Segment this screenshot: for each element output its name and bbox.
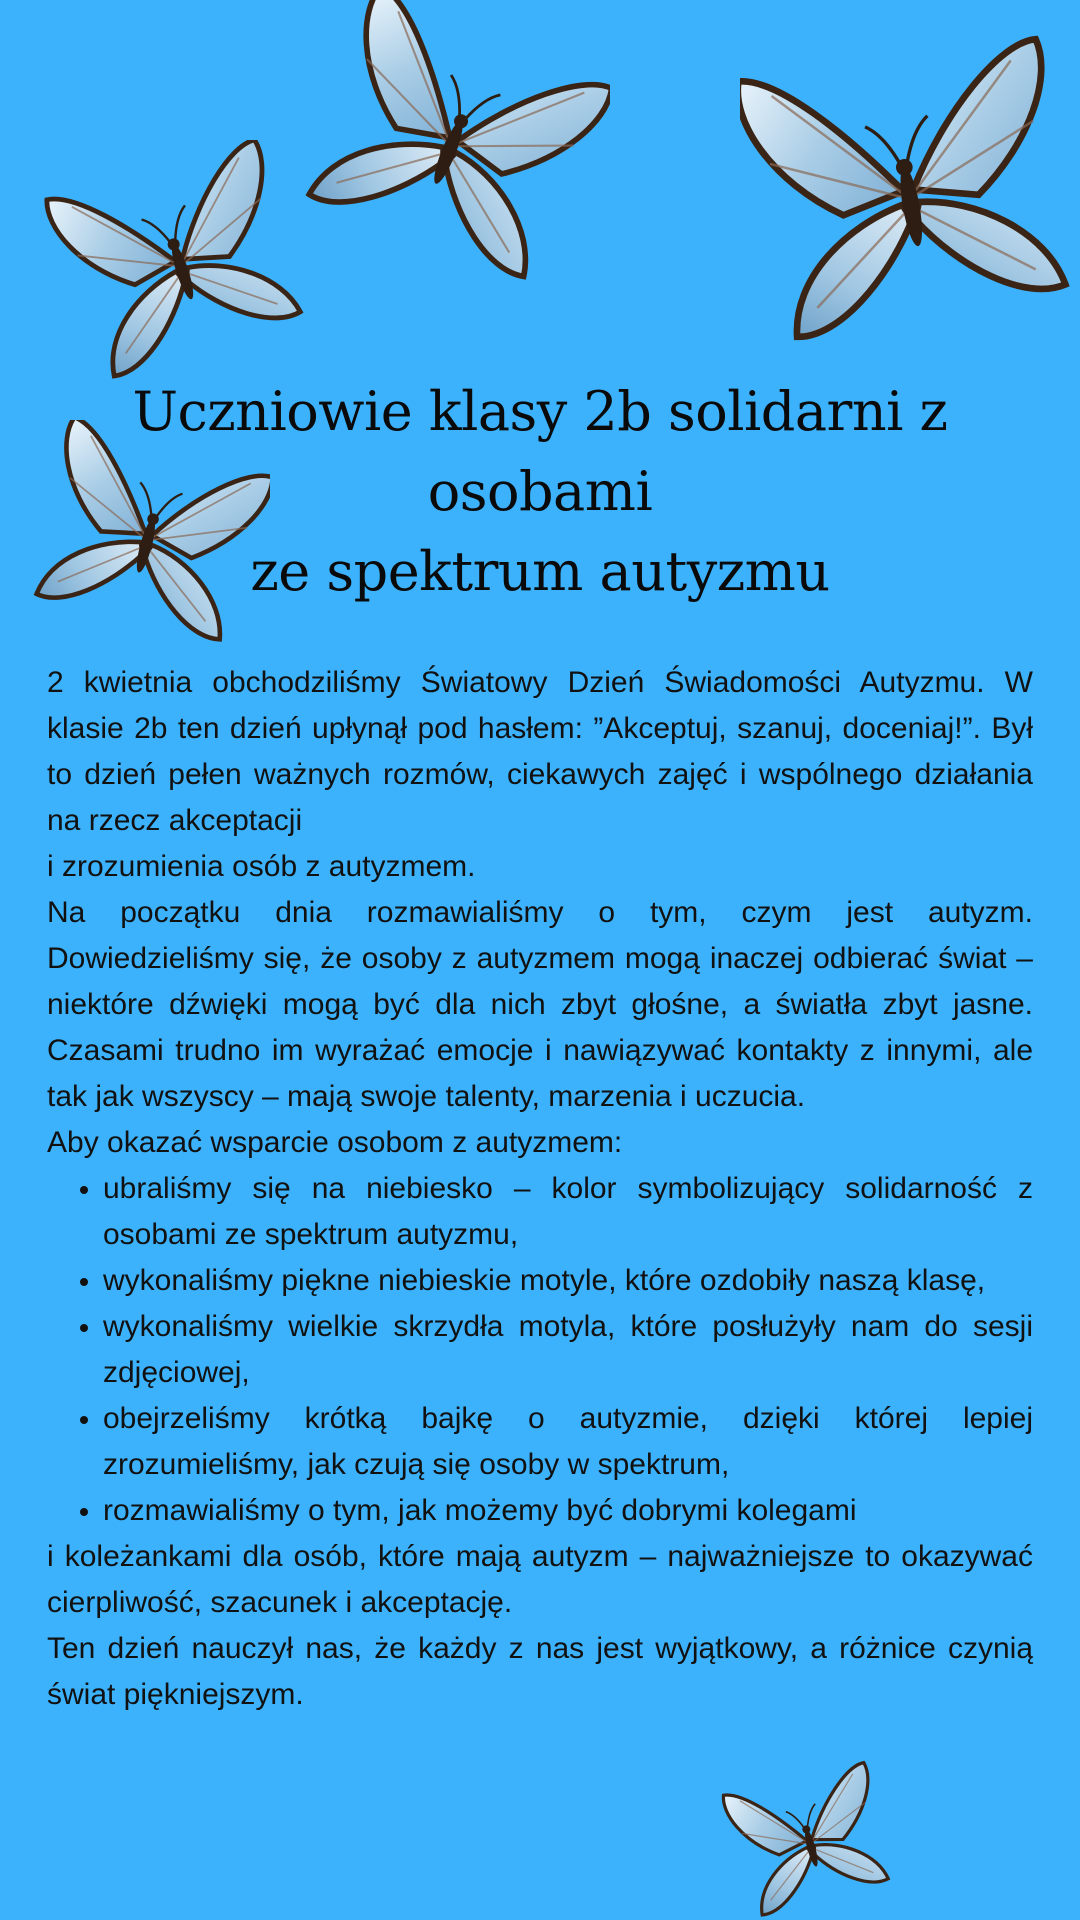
list-item: • rozmawialiśmy o tym, jak możemy być dobrymi kolegami [103, 1488, 1033, 1534]
title-line-2: ze spektrum autyzmu [250, 540, 830, 603]
support-list [47, 1166, 1033, 1534]
list-item: • wykonaliśmy piękne niebieskie motyle, które ozdobiły naszą klasę, [103, 1258, 1033, 1304]
list-item: • ubraliśmy się na niebiesko – kolor symbolizujący solidarność z osobami ze spektrum autyzmu, [103, 1166, 1033, 1258]
closing-paragraph: Ten dzień nauczył nas, że każdy z nas jest wyjątkowy, a różnice czynią świat piękniejszym. [47, 1632, 1033, 1711]
butterfly-icon-top-left [30, 140, 330, 380]
support-intro: Aby okazać wsparcie osobom z autyzmem: [47, 1126, 623, 1159]
title-line-1: Uczniowie klasy 2b solidarni z osobami [132, 380, 948, 523]
intro-text-continued: i zrozumienia osób z autyzmem. [47, 850, 476, 883]
butterfly-icon-bottom-right [700, 1760, 920, 1920]
butterfly-icon-top-right [740, 0, 1080, 380]
list-item: • obejrzeliśmy krótką bajkę o autyzmie, dzięki której lepiej zrozumieliśmy, jak czują się osoby w spektrum, [103, 1396, 1033, 1488]
article-body [47, 660, 1033, 1718]
support-continuation: i koleżankami dla osób, które mają autyzm – najważniejsze to okazywać cierpliwość, szacunek i akceptację. [47, 1540, 1033, 1619]
intro-text: 2 kwietnia obchodziliśmy Światowy Dzień Świadomości Autyzmu. W klasie 2b ten dzień upłynął pod hasłem: ”Akceptuj, szanuj, doceniaj!”. Był to dzień pełen ważnych rozmów, ciekawych zajęć i wspólnego działania na rzecz akceptacji [47, 666, 1033, 837]
description-paragraph: Na początku dnia rozmawialiśmy o tym, czym jest autyzm. Dowiedzieliśmy się, że osoby z autyzmem mogą inaczej odbierać świat – niektóre dźwięki mogą być dla nich zbyt głośne, a światła zbyt jasne. Czasami trudno im wyrażać emocje i nawiązywać kontakty z innymi, ale tak jak wszyscy – mają swoje talenty, marzenia i uczucia. [47, 896, 1033, 1113]
butterfly-icon-top-center [300, 0, 610, 280]
list-item: • wykonaliśmy wielkie skrzydła motyla, które posłużyły nam do sesji zdjęciowej, [103, 1304, 1033, 1396]
page-title [40, 372, 1040, 612]
intro-paragraph [47, 660, 1033, 890]
